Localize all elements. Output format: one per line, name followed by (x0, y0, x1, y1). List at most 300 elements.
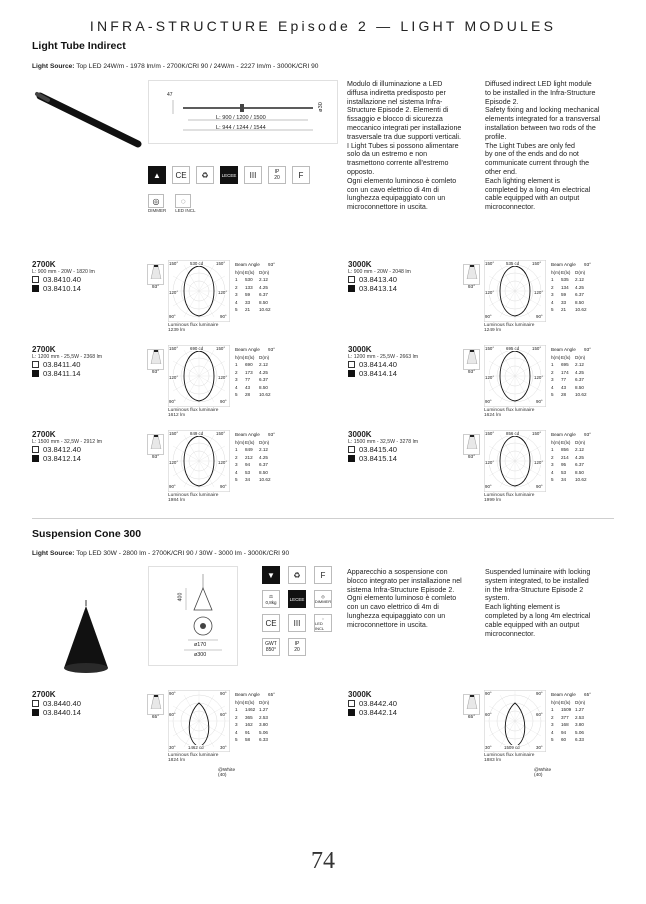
angle-label: 150° (485, 261, 495, 266)
table-cell: 2 (551, 284, 554, 290)
angle-label: 60° (485, 712, 492, 717)
table-row (235, 737, 279, 742)
table-cell: 8.50 (575, 469, 584, 475)
table-cell: 10.62 (575, 476, 587, 482)
product-code-text: 03.8415.14 (359, 454, 398, 463)
product-code-black (348, 369, 418, 378)
table-header-row (235, 440, 279, 445)
weight-icon (262, 590, 280, 608)
table-header-row (235, 700, 279, 705)
table-cell: 133 (245, 284, 253, 290)
luminous-flux-caption (484, 493, 534, 504)
luminous-flux-caption (168, 493, 218, 504)
beam-cone-icon (147, 349, 164, 370)
photometric-table (235, 347, 279, 397)
beam-angle-value: 65° (467, 715, 476, 720)
black-finish-swatch (348, 285, 355, 292)
table-cell: 856 (561, 447, 569, 453)
flux-label: Luminous flux luminaire (168, 323, 219, 328)
table-row (235, 377, 279, 382)
table-cell: 43 (245, 384, 251, 390)
table-header-cell: h(m) (235, 270, 245, 275)
beam-cone-icon (147, 264, 164, 285)
angle-label: 150° (485, 346, 495, 351)
table-cell: 59 (245, 292, 251, 298)
table-title-row (235, 432, 275, 437)
table-row (235, 277, 279, 282)
table-cell: 6.33 (575, 736, 584, 742)
angle-label: 120° (534, 375, 544, 380)
beam-cone-icon (463, 694, 480, 715)
weight-symbol-icon: ⚖ (268, 593, 274, 599)
angle-label: 90° (169, 484, 176, 489)
table-row (235, 285, 279, 290)
dimmer-caption-2: DIMMER (314, 599, 332, 604)
s1-variant-2 (32, 345, 275, 419)
peak-intensity: 695 cd (506, 346, 520, 351)
table-header-cell: h(m) (235, 355, 245, 360)
luminous-flux-caption (168, 323, 218, 334)
table-cell: 94 (561, 729, 567, 735)
peak-intensity: 849 cd (190, 431, 204, 436)
table-cell: 1 (551, 447, 554, 453)
angle-label: 90° (169, 691, 176, 696)
white-finish-swatch (348, 276, 355, 283)
table-cell: 3.80 (575, 722, 584, 728)
recycle-icon: ♻ (196, 166, 214, 184)
finish-note: @White (40) (218, 768, 236, 778)
table-row (551, 722, 595, 727)
angle-label: 60° (169, 712, 176, 717)
table-cell: 3 (235, 377, 238, 383)
photometric-block (168, 260, 230, 334)
photometric-block (168, 345, 230, 419)
light-source-text-2: Top LED 30W - 2800 lm - 2700K/CRI 90 / 30W - 3000 lm - 3000K/CRI 90 (76, 550, 290, 557)
table-cell: 174 (561, 369, 569, 375)
beam-icon-block (463, 264, 480, 290)
flux-value: 1999 lm (484, 498, 502, 504)
table-cell: 77 (561, 377, 567, 383)
photometric-block (168, 430, 230, 504)
table-row (235, 722, 279, 727)
table-cell: 2 (235, 714, 238, 720)
beam-icon-block (147, 264, 164, 290)
description-english: Diffused indirect LED light module to be installed in the Infra-Structure Episode 2. Safety fixing and locking mechanical elements integrated for a transversal installation between two rods of the profile. The Light Tubes are only fed by one of the ends and do not communicate current through the other end. Each lighting element is completed by a long 4m electrical cable equipped with an output microconnector. (485, 80, 601, 212)
beam-angle-label: Beam Angle (235, 692, 260, 697)
photometric-table (551, 347, 595, 397)
table-cell: 4 (235, 469, 238, 475)
table-header-row (551, 270, 595, 275)
product-code-white (348, 699, 397, 708)
beam-angle-label: Beam Angle (551, 432, 576, 437)
tube-technical-drawing (148, 80, 338, 144)
angle-label: 90° (536, 399, 543, 404)
table-cell: 6.37 (575, 292, 584, 298)
white-finish-swatch (348, 361, 355, 368)
led-symbol-icon-2: ◌ (321, 615, 325, 621)
beam-cone-icon (463, 434, 480, 455)
table-row (235, 385, 279, 390)
table-cell: 1.27 (575, 707, 584, 713)
table-cell: 6.33 (259, 736, 268, 742)
luminous-flux-caption (168, 753, 218, 764)
table-cell: 34 (245, 476, 251, 482)
table-row (551, 470, 595, 475)
dimmer-symbol-icon: ◎ (148, 194, 164, 208)
table-cell: 2 (235, 369, 238, 375)
table-cell: 10.62 (259, 476, 271, 482)
table-cell: 4.25 (259, 284, 268, 290)
beam-icon-block (147, 434, 164, 460)
table-cell: 10.62 (575, 306, 587, 312)
table-cell: 377 (561, 714, 569, 720)
variant-title: 3000K (348, 430, 372, 439)
product-code-black (32, 454, 102, 463)
table-row (235, 477, 279, 482)
product-code-white (32, 360, 102, 369)
angle-label: 30° (536, 745, 543, 750)
table-cell: 5 (235, 391, 238, 397)
variant-title: 3000K (348, 690, 372, 699)
table-header-row (235, 270, 279, 275)
black-finish-swatch (32, 709, 39, 716)
photometric-table (551, 432, 595, 482)
dimmer-caption: DIMMER (148, 208, 167, 213)
light-source-line (32, 63, 318, 70)
product-code-text: 03.8442.14 (359, 708, 398, 717)
photometric-table (235, 262, 279, 312)
table-cell: 34 (561, 476, 567, 482)
variant-title: 3000K (348, 345, 372, 354)
dim-length: L: 900 / 1200 / 1500 (216, 115, 266, 121)
table-cell: 28 (245, 391, 251, 397)
flux-label: Luminous flux luminaire (484, 323, 535, 328)
table-header-row (551, 440, 595, 445)
angle-label: 120° (534, 290, 544, 295)
beam-icon-block (463, 434, 480, 460)
beam-angle-value: 93° (268, 432, 275, 437)
table-cell: 4 (551, 299, 554, 305)
table-title-row (235, 692, 275, 697)
flux-value: 1624 lm (484, 413, 502, 419)
table-cell: 5 (551, 306, 554, 312)
beam-angle-value: 93° (151, 285, 160, 290)
section2-icons (262, 566, 332, 656)
table-cell: 1 (551, 707, 554, 713)
product-code-white (32, 275, 95, 284)
class-iii-icon-2: III (288, 614, 306, 632)
beam-angle-value: 93° (467, 455, 476, 460)
beam-cone-icon (147, 694, 164, 715)
table-cell: 53 (561, 469, 567, 475)
gwt-label: GWT (265, 641, 277, 647)
table-cell: 2.53 (259, 714, 268, 720)
product-code-text: 03.8413.14 (359, 284, 398, 293)
angle-label: 90° (220, 314, 227, 319)
table-cell: 6.37 (259, 462, 268, 468)
table-cell: 4 (235, 384, 238, 390)
table-row (551, 447, 595, 452)
beam-angle-value: 65° (151, 715, 160, 720)
angle-label: 120° (534, 460, 544, 465)
table-cell: 695 (561, 362, 569, 368)
product-code-black (348, 708, 397, 717)
table-cell: 60 (561, 736, 567, 742)
angle-label: 150° (532, 261, 542, 266)
beam-angle-value: 93° (467, 370, 476, 375)
table-row (235, 462, 279, 467)
table-row (551, 307, 595, 312)
led-incl-icon-2 (314, 614, 332, 632)
photometric-block (484, 260, 546, 334)
beam-angle-value: 65° (584, 692, 591, 697)
description-english-2: Suspended luminaire with locking system integrated, to be installed in the Infra-Structure Episode 2 system. Each lighting element is completed by a long 4m electrical cable equipped with an output microconnector. (485, 568, 591, 638)
product-code-text: 03.8440.14 (43, 708, 82, 717)
table-header-cell: h(m) (551, 440, 561, 445)
table-cell: 21 (561, 306, 567, 312)
beam-angle-value: 93° (151, 370, 160, 375)
flux-label: Luminous flux luminaire (484, 408, 535, 413)
beam-angle-label: Beam Angle (551, 347, 576, 352)
photometric-table (235, 692, 279, 742)
product-code-text: 03.8414.40 (359, 360, 398, 369)
table-row (235, 370, 279, 375)
table-header-cell: h(m) (551, 270, 561, 275)
black-finish-swatch (32, 370, 39, 377)
white-finish-swatch (32, 276, 39, 283)
light-source-text: Top LED 24W/m - 1978 lm/m - 2700K/CRI 90 / 24W/m - 2227 lm/m - 3000K/CRI 90 (76, 63, 319, 70)
table-row (235, 730, 279, 735)
ip-value-2: 20 (294, 647, 300, 653)
table-row (551, 277, 595, 282)
table-cell: 43 (561, 384, 567, 390)
table-header-cell: E(lx) (245, 270, 255, 275)
table-row (235, 447, 279, 452)
dim-diameter-170: ø170 (194, 642, 207, 648)
section-title-light-tube: Light Tube Indirect (32, 40, 126, 52)
beam-angle-label: Beam Angle (551, 262, 576, 267)
product-code-white (348, 275, 411, 284)
peak-intensity: 690 cd (190, 346, 204, 351)
table-cell: 91 (245, 729, 251, 735)
table-cell: 3 (235, 292, 238, 298)
table-cell: 58 (245, 736, 251, 742)
photometric-block (168, 690, 230, 764)
photometric-table (551, 692, 595, 742)
table-header-row (235, 355, 279, 360)
photometric-table (235, 432, 279, 482)
table-row (235, 715, 279, 720)
angle-label: 90° (536, 314, 543, 319)
table-cell: 3.80 (259, 722, 268, 728)
variant-spec: L: 1500 mm - 32,5W - 2912 lm (32, 439, 103, 445)
table-row (551, 715, 595, 720)
table-header-cell: D(m) (575, 355, 586, 360)
angle-label: 120° (485, 460, 495, 465)
product-code-text: 03.8442.40 (359, 699, 398, 708)
angle-label: 150° (169, 431, 179, 436)
section1-icons-row2 (148, 194, 196, 213)
section1-icons-row1 (148, 166, 310, 184)
table-cell: 1509 (561, 707, 572, 713)
ip-label: IP (274, 169, 280, 175)
flux-label: Luminous flux luminaire (168, 493, 219, 498)
table-cell: 2.53 (575, 714, 584, 720)
angle-label: 120° (485, 290, 495, 295)
table-cell: 59 (561, 292, 567, 298)
product-code-text: 03.8411.14 (43, 369, 81, 378)
table-cell: 849 (245, 447, 253, 453)
black-finish-swatch (348, 455, 355, 462)
f-mark-icon-2: F (314, 566, 332, 584)
angle-label: 90° (485, 484, 492, 489)
table-row (235, 300, 279, 305)
dim-length-total: L: 944 / 1244 / 1544 (216, 125, 266, 131)
angle-label: 60° (220, 712, 227, 717)
angle-label: 150° (169, 346, 179, 351)
table-cell: 2 (551, 454, 554, 460)
table-cell: 5 (551, 391, 554, 397)
recycle-icon-2: ♻ (288, 566, 306, 584)
lecee-icon: LECEE (220, 166, 238, 184)
angle-label: 120° (218, 460, 228, 465)
beam-cone-icon (463, 349, 480, 370)
table-cell: 4 (551, 384, 554, 390)
product-code-text: 03.8440.40 (43, 699, 82, 708)
table-cell: 4.25 (259, 454, 268, 460)
product-code-black (32, 369, 102, 378)
light-tube-product-image (34, 88, 144, 150)
angle-label: 120° (169, 290, 179, 295)
angle-label: 30° (485, 745, 492, 750)
photometric-block (484, 430, 546, 504)
product-code-text: 03.8411.40 (43, 360, 81, 369)
cone-technical-drawing (148, 566, 238, 666)
table-header-cell: D(m) (259, 700, 270, 705)
dim-diameter: ø30 (317, 102, 324, 112)
section-title-suspension-cone: Suspension Cone 300 (32, 528, 142, 540)
table-row (235, 362, 279, 367)
flux-value: 1249 lm (484, 328, 502, 334)
table-cell: 4 (551, 469, 554, 475)
table-cell: 4 (235, 729, 238, 735)
table-row (551, 730, 595, 735)
table-cell: 4 (551, 729, 554, 735)
table-cell: 6.37 (575, 462, 584, 468)
white-finish-swatch (348, 700, 355, 707)
beam-icon-block (147, 694, 164, 720)
angle-label: 90° (220, 484, 227, 489)
dim-height-400: 400 (177, 592, 184, 602)
white-finish-swatch (32, 361, 39, 368)
table-row (235, 455, 279, 460)
table-header-cell: E(lx) (561, 355, 571, 360)
table-cell: 95 (561, 462, 567, 468)
table-cell: 2 (551, 369, 554, 375)
table-cell: 3 (551, 462, 554, 468)
ip-value: 20 (274, 175, 280, 181)
product-code-black (32, 284, 95, 293)
product-code-text: 03.8412.14 (43, 454, 82, 463)
angle-label: 150° (532, 431, 542, 436)
black-finish-swatch (32, 455, 39, 462)
ip-label-2: IP (294, 641, 300, 647)
beam-angle-value: 93° (584, 432, 591, 437)
angle-label: 150° (216, 261, 226, 266)
table-cell: 8.50 (575, 384, 584, 390)
table-cell: 2 (551, 714, 554, 720)
angle-label: 120° (218, 375, 228, 380)
table-cell: 1 (551, 277, 554, 283)
table-cell: 5 (551, 736, 554, 742)
product-code-text: 03.8413.40 (359, 275, 398, 284)
table-row (235, 292, 279, 297)
product-code-white (348, 360, 418, 369)
flux-value: 1612 lm (168, 413, 186, 419)
angle-label: 90° (220, 691, 227, 696)
table-row (551, 392, 595, 397)
black-finish-swatch (348, 370, 355, 377)
black-finish-swatch (348, 709, 355, 716)
table-header-row (551, 355, 595, 360)
table-row (551, 707, 595, 712)
ce-icon-2: CE (262, 614, 280, 632)
beam-icon-block (463, 694, 480, 720)
product-code-white (32, 445, 102, 454)
product-code-black (348, 454, 418, 463)
table-row (551, 385, 595, 390)
led-incl-caption-2: LED INCL (315, 620, 325, 631)
light-source-label: Light Source: (32, 63, 75, 70)
angle-label: 90° (169, 314, 176, 319)
white-finish-swatch (32, 446, 39, 453)
table-header-cell: D(m) (575, 270, 586, 275)
table-cell: 3 (235, 722, 238, 728)
luminous-flux-caption (484, 408, 534, 419)
table-cell: 8.50 (575, 299, 584, 305)
ip-rating-icon-2 (288, 638, 306, 656)
flux-label: Luminous flux luminaire (168, 753, 219, 758)
beam-angle-value: 65° (268, 692, 275, 697)
product-code-text: 03.8415.40 (359, 445, 398, 454)
s1-variant-4 (32, 430, 275, 504)
suspension-cone-product-image (56, 600, 116, 680)
variant-spec: L: 900 mm - 20W - 1820 lm (32, 269, 95, 275)
table-cell: 162 (245, 722, 253, 728)
table-row (551, 455, 595, 460)
beam-cone-icon (147, 434, 164, 455)
table-cell: 8.50 (259, 469, 268, 475)
table-cell: 2.12 (259, 362, 268, 368)
table-cell: 3 (551, 377, 554, 383)
table-cell: 3 (551, 722, 554, 728)
table-cell: 214 (561, 454, 569, 460)
table-row (551, 292, 595, 297)
variant-spec: L: 1200 mm - 25,5W - 2663 lm (348, 354, 419, 360)
table-row (235, 307, 279, 312)
dimmer-symbol-icon-2: ◎ (321, 594, 325, 599)
table-cell: 6.37 (259, 377, 268, 383)
table-cell: 10.62 (575, 391, 587, 397)
indirect-light-icon: ▲ (148, 166, 166, 184)
angle-label: 30° (169, 745, 176, 750)
luminous-flux-caption (484, 323, 534, 334)
table-cell: 33 (245, 299, 251, 305)
downlight-icon: ▼ (262, 566, 280, 584)
peak-intensity: 530 cd (190, 261, 204, 266)
product-code-text: 03.8410.40 (43, 275, 82, 284)
class-iii-icon: III (244, 166, 262, 184)
